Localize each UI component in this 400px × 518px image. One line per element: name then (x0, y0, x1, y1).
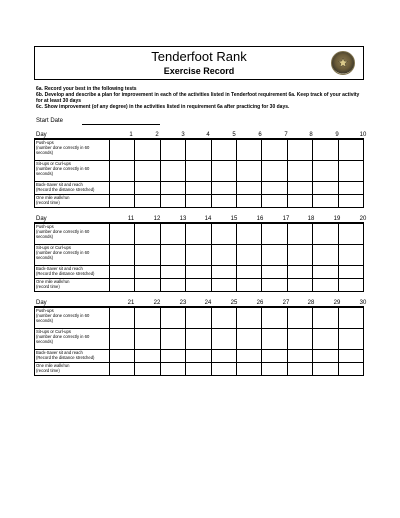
entry-cell[interactable] (135, 308, 160, 329)
day-number: 24 (204, 300, 212, 306)
day-number: 3 (181, 132, 185, 138)
entry-cell[interactable] (211, 363, 236, 376)
entry-cell[interactable] (186, 266, 211, 279)
day-label: Day (36, 300, 47, 306)
entry-cell[interactable] (110, 329, 135, 350)
entry-cell[interactable] (160, 350, 185, 363)
day-number: 26 (256, 300, 264, 306)
entry-cell[interactable] (110, 140, 135, 161)
entry-cell[interactable] (186, 195, 211, 208)
day-number: 20 (359, 216, 367, 222)
entry-cell[interactable] (110, 224, 135, 245)
activity-label-line: Sit-ups or Curl-ups (36, 161, 71, 166)
day-number: 13 (179, 216, 187, 222)
entry-cell[interactable] (236, 224, 261, 245)
table-row (35, 350, 364, 363)
activity-label (35, 266, 110, 279)
activity-label-line: One mile walk/run (36, 363, 70, 368)
entry-cell[interactable] (186, 182, 211, 195)
day-number: 19 (333, 216, 341, 222)
entry-cell[interactable] (287, 245, 312, 266)
entry-cell[interactable] (211, 195, 236, 208)
exercise-table (34, 223, 364, 292)
entry-cell[interactable] (110, 308, 135, 329)
entry-cell[interactable] (186, 308, 211, 329)
entry-cell[interactable] (160, 224, 185, 245)
day-label: Day (36, 216, 47, 222)
activity-label (35, 279, 110, 292)
entry-cell[interactable] (186, 363, 211, 376)
entry-cell[interactable] (160, 363, 185, 376)
entry-cell[interactable] (211, 182, 236, 195)
entry-cell[interactable] (236, 245, 261, 266)
entry-cell[interactable] (313, 329, 338, 350)
table-row (35, 266, 364, 279)
activity-label-line: seconds) (36, 150, 53, 155)
table-row (35, 363, 364, 376)
entry-cell[interactable] (262, 182, 287, 195)
entry-cell[interactable] (160, 140, 185, 161)
entry-cell[interactable] (287, 161, 312, 182)
activity-label-line: (Record the distance stretched) (36, 271, 95, 276)
activity-label-line: (record time) (36, 368, 60, 373)
entry-cell[interactable] (160, 329, 185, 350)
activity-label (35, 161, 110, 182)
day-number: 5 (232, 132, 236, 138)
entry-cell[interactable] (313, 266, 338, 279)
entry-cell[interactable] (236, 182, 261, 195)
activity-label-line: Push-ups (36, 224, 54, 229)
entry-cell[interactable] (262, 266, 287, 279)
entry-cell[interactable] (211, 161, 236, 182)
table-row (35, 195, 364, 208)
entry-cell[interactable] (110, 182, 135, 195)
activity-label-line: (number done correctly in 60 (36, 313, 90, 318)
day-number: 10 (359, 132, 367, 138)
table-row (35, 279, 364, 292)
entry-cell[interactable] (135, 245, 160, 266)
entry-cell[interactable] (287, 140, 312, 161)
entry-cell[interactable] (338, 329, 363, 350)
entry-cell[interactable] (313, 140, 338, 161)
table-row (35, 329, 364, 350)
entry-cell[interactable] (287, 224, 312, 245)
activity-label (35, 195, 110, 208)
day-number: 2 (155, 132, 159, 138)
entry-cell[interactable] (110, 279, 135, 292)
day-number: 25 (230, 300, 238, 306)
day-number: 30 (359, 300, 367, 306)
entry-cell[interactable] (338, 350, 363, 363)
activity-label (35, 363, 110, 376)
table-row (35, 308, 364, 329)
instruction-6c: 6c. Show improvement (of any degree) in the activities listed in requirement 6a after practicing for 30 days. (36, 104, 290, 110)
entry-cell[interactable] (236, 363, 261, 376)
entry-cell[interactable] (110, 350, 135, 363)
entry-cell[interactable] (313, 161, 338, 182)
entry-cell[interactable] (186, 245, 211, 266)
entry-cell[interactable] (135, 329, 160, 350)
entry-cell[interactable] (236, 195, 261, 208)
entry-cell[interactable] (287, 329, 312, 350)
entry-cell[interactable] (287, 266, 312, 279)
entry-cell[interactable] (338, 182, 363, 195)
entry-cell[interactable] (262, 245, 287, 266)
entry-cell[interactable] (287, 350, 312, 363)
entry-cell[interactable] (287, 195, 312, 208)
entry-cell[interactable] (186, 140, 211, 161)
activity-label-line: seconds) (36, 318, 53, 323)
entry-cell[interactable] (160, 161, 185, 182)
activity-label-line: (number done correctly in 60 (36, 250, 90, 255)
activity-label-line: Sit-ups or Curl-ups (36, 245, 71, 250)
activity-label-line: Back-Saver sit and reach (36, 182, 83, 187)
entry-cell[interactable] (313, 279, 338, 292)
activity-label-line: (record time) (36, 200, 60, 205)
entry-cell[interactable] (110, 245, 135, 266)
entry-cell[interactable] (160, 266, 185, 279)
entry-cell[interactable] (211, 266, 236, 279)
day-number: 15 (230, 216, 238, 222)
entry-cell[interactable] (236, 266, 261, 279)
start-date-label: Start Date (36, 118, 64, 124)
entry-cell[interactable] (160, 195, 185, 208)
activity-label-line: (Record the distance stretched) (36, 187, 95, 192)
day-label: Day (36, 132, 47, 138)
entry-cell[interactable] (135, 195, 160, 208)
page-subtitle: Exercise Record (163, 66, 235, 76)
entry-cell[interactable] (262, 350, 287, 363)
entry-cell[interactable] (287, 308, 312, 329)
entry-cell[interactable] (313, 224, 338, 245)
activity-label (35, 182, 110, 195)
exercise-table (34, 139, 364, 208)
day-number: 16 (256, 216, 264, 222)
entry-cell[interactable] (110, 266, 135, 279)
activity-label (35, 329, 110, 350)
entry-cell[interactable] (211, 224, 236, 245)
day-number: 18 (307, 216, 315, 222)
entry-cell[interactable] (186, 224, 211, 245)
table-row (35, 182, 364, 195)
entry-cell[interactable] (262, 161, 287, 182)
entry-cell[interactable] (236, 329, 261, 350)
day-number: 28 (307, 300, 315, 306)
entry-cell[interactable] (262, 140, 287, 161)
entry-cell[interactable] (262, 363, 287, 376)
entry-cell[interactable] (338, 195, 363, 208)
day-number: 27 (282, 300, 290, 306)
activity-label-line: One mile walk/run (36, 195, 70, 200)
activity-label-line: Push-ups (36, 308, 54, 313)
entry-cell[interactable] (110, 161, 135, 182)
entry-cell[interactable] (262, 279, 287, 292)
entry-cell[interactable] (338, 245, 363, 266)
activity-label-line: (number done correctly in 60 (36, 166, 90, 171)
entry-cell[interactable] (135, 224, 160, 245)
entry-cell[interactable] (287, 363, 312, 376)
entry-cell[interactable] (186, 329, 211, 350)
entry-cell[interactable] (313, 363, 338, 376)
day-number: 21 (127, 300, 135, 306)
entry-cell[interactable] (211, 245, 236, 266)
entry-cell[interactable] (186, 279, 211, 292)
day-number: 7 (284, 132, 288, 138)
entry-cell[interactable] (262, 308, 287, 329)
entry-cell[interactable] (313, 195, 338, 208)
activity-label-line: (number done correctly in 60 (36, 229, 90, 234)
day-number: 22 (153, 300, 161, 306)
day-number: 23 (179, 300, 187, 306)
activity-label (35, 140, 110, 161)
exercise-table (34, 307, 364, 376)
activity-label (35, 308, 110, 329)
entry-cell[interactable] (135, 279, 160, 292)
table-row (35, 140, 364, 161)
entry-cell[interactable] (338, 279, 363, 292)
entry-cell[interactable] (338, 363, 363, 376)
day-number: 4 (206, 132, 210, 138)
entry-cell[interactable] (160, 182, 185, 195)
table-row (35, 224, 364, 245)
entry-cell[interactable] (160, 279, 185, 292)
entry-cell[interactable] (135, 266, 160, 279)
entry-cell[interactable] (110, 195, 135, 208)
activity-label-line: (record time) (36, 284, 60, 289)
entry-cell[interactable] (186, 161, 211, 182)
table-row (35, 245, 364, 266)
entry-cell[interactable] (211, 279, 236, 292)
entry-cell[interactable] (313, 350, 338, 363)
day-number: 6 (258, 132, 262, 138)
activity-label (35, 350, 110, 363)
activity-label-line: One mile walk/run (36, 279, 70, 284)
activity-label (35, 245, 110, 266)
entry-cell[interactable] (338, 266, 363, 279)
activity-label-line: seconds) (36, 339, 53, 344)
entry-cell[interactable] (236, 140, 261, 161)
entry-cell[interactable] (287, 182, 312, 195)
entry-cell[interactable] (160, 245, 185, 266)
entry-cell[interactable] (135, 350, 160, 363)
activity-label-line: Back-Saver sit and reach (36, 350, 83, 355)
activity-label-line: seconds) (36, 171, 53, 176)
activity-label-line: Back-Saver sit and reach (36, 266, 83, 271)
page-title: Tenderfoot Rank (151, 49, 247, 64)
entry-cell[interactable] (135, 363, 160, 376)
day-number: 8 (309, 132, 313, 138)
entry-cell[interactable] (236, 350, 261, 363)
entry-cell[interactable] (338, 140, 363, 161)
activity-label-line: Sit-ups or Curl-ups (36, 329, 71, 334)
day-number: 29 (333, 300, 341, 306)
day-number: 17 (282, 216, 290, 222)
entry-cell[interactable] (135, 182, 160, 195)
entry-cell[interactable] (236, 279, 261, 292)
entry-cell[interactable] (211, 329, 236, 350)
entry-cell[interactable] (236, 161, 261, 182)
entry-cell[interactable] (313, 308, 338, 329)
activity-label-line: Push-ups (36, 140, 54, 145)
day-number: 9 (335, 132, 339, 138)
activity-label-line: seconds) (36, 234, 53, 239)
activity-label-line: (Record the distance stretched) (36, 355, 95, 360)
day-number: 12 (153, 216, 161, 222)
entry-cell[interactable] (135, 161, 160, 182)
day-number: 14 (204, 216, 212, 222)
entry-cell[interactable] (338, 224, 363, 245)
activity-label-line: seconds) (36, 255, 53, 260)
instruction-6b: 6b. Develop and describe a plan for improvement in each of the activities listed in Tenderfoot requirement 6a. Keep track of your activity for at least 30 days (36, 92, 360, 104)
entry-cell[interactable] (338, 308, 363, 329)
entry-cell[interactable] (135, 140, 160, 161)
table-row (35, 161, 364, 182)
entry-cell[interactable] (338, 161, 363, 182)
activity-label-line: (number done correctly in 60 (36, 334, 90, 339)
instruction-6a: 6a. Record your best in the following tests (36, 86, 137, 92)
boy-scouts-emblem-icon (331, 51, 355, 75)
entry-cell[interactable] (211, 308, 236, 329)
entry-cell[interactable] (211, 140, 236, 161)
entry-cell[interactable] (262, 195, 287, 208)
entry-cell[interactable] (262, 224, 287, 245)
activity-label-line: (number done correctly in 60 (36, 145, 90, 150)
day-number: 1 (129, 132, 133, 138)
entry-cell[interactable] (110, 363, 135, 376)
entry-cell[interactable] (186, 350, 211, 363)
activity-label (35, 224, 110, 245)
entry-cell[interactable] (211, 350, 236, 363)
header-box (34, 46, 364, 80)
day-number: 11 (127, 216, 135, 222)
entry-cell[interactable] (313, 182, 338, 195)
entry-cell[interactable] (313, 245, 338, 266)
entry-cell[interactable] (262, 329, 287, 350)
entry-cell[interactable] (287, 279, 312, 292)
entry-cell[interactable] (160, 308, 185, 329)
entry-cell[interactable] (236, 308, 261, 329)
start-date-field[interactable] (82, 124, 160, 125)
